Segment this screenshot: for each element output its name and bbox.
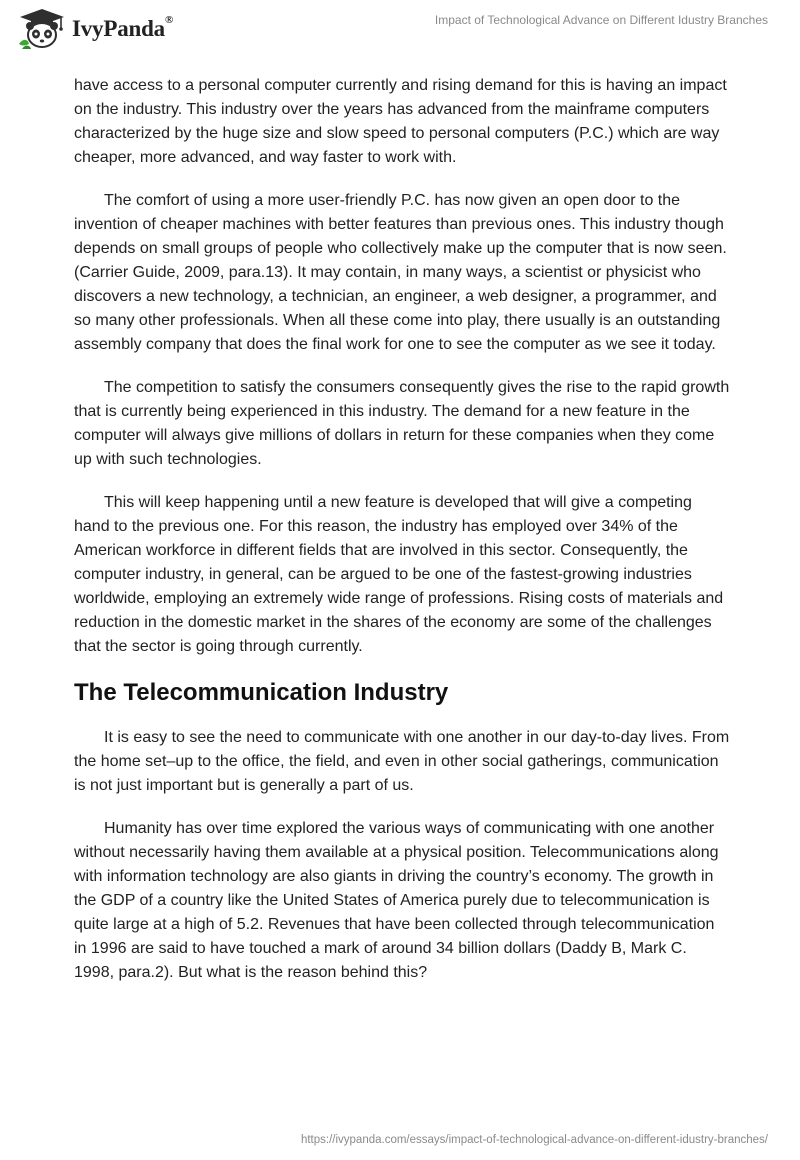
source-url[interactable]: https://ivypanda.com/essays/impact-of-technological-advance-on-different-idustry-branches/: [300, 1134, 768, 1146]
panda-graduate-icon: [17, 8, 67, 50]
document-title: Impact of Technological Advance on Different Idustry Branches: [434, 13, 768, 27]
section-heading: The Telecommunication Industry: [74, 679, 449, 706]
paragraph: The competition to satisfy the consumers consequently gives the rise to the rapid growth that is currently being experienced in this industry. The demand for a new feature in the computer will always give millions of dollars in return for these companies when they come up with such technologies.: [74, 379, 730, 468]
paragraph: This will keep happening until a new feature is developed that will give a competing hand to the previous one. For this reason, the industry has employed over 34% of the American workforce in different fields that are involved in this sector. Consequently, the computer industry, in general, can be argued to be one of the fastest-growing industries worldwide, employing an extremely wide range of professions. Rising costs of materials and reduction in the domestic market in the shares of the economy are some of the challenges that the sector is going through currently.: [74, 494, 724, 655]
paragraph: It is easy to see the need to communicate with one another in our day-to-day lives. From the home set–up to the office, the field, and even in other social gatherings, communication is not just important but is generally a part of us.: [74, 729, 730, 794]
logo-text: IvyPanda®: [72, 14, 174, 41]
paragraph: The comfort of using a more user-friendly P.C. has now given an open door to the invention of cheaper machines with better features than previous ones. This industry though depends on small groups of people who collectively make up the computer that is now seen. (Carrier Guide, 2009, para.13). It may contain, in many ways, a scientist or physicist who discovers a new technology, a technician, an engineer, a web designer, a programmer, and so many other professionals. When all these come into play, there usually is an outstanding assembly company that does the final work for one to see the computer as we see it today.: [74, 192, 727, 353]
paragraph: Humanity has over time explored the various ways of communicating with one another without necessarily having them available at a physical position. Telecommunications along with information technology are also giants in driving the country’s economy. The growth in the GDP of a country like the United States of America purely due to telecommunication is quite large at a high of 5.2. Revenues that have been collected through telecommunication in 1996 are said to have touched a mark of around 34 billion dollars (Daddy B, Mark C. 1998, para.2). But what is the reason behind this?: [74, 820, 719, 981]
logo[interactable]: [17, 8, 173, 50]
page-header: [0, 0, 800, 60]
essay-content: [74, 74, 730, 1004]
paragraph: have access to a personal computer currently and rising demand for this is having an impact on the industry. This industry over the years has advanced from the mainframe computers characterized by the huge size and slow speed to personal computers (P.C.) which are way cheaper, more advanced, and way faster to work with.: [74, 77, 727, 166]
